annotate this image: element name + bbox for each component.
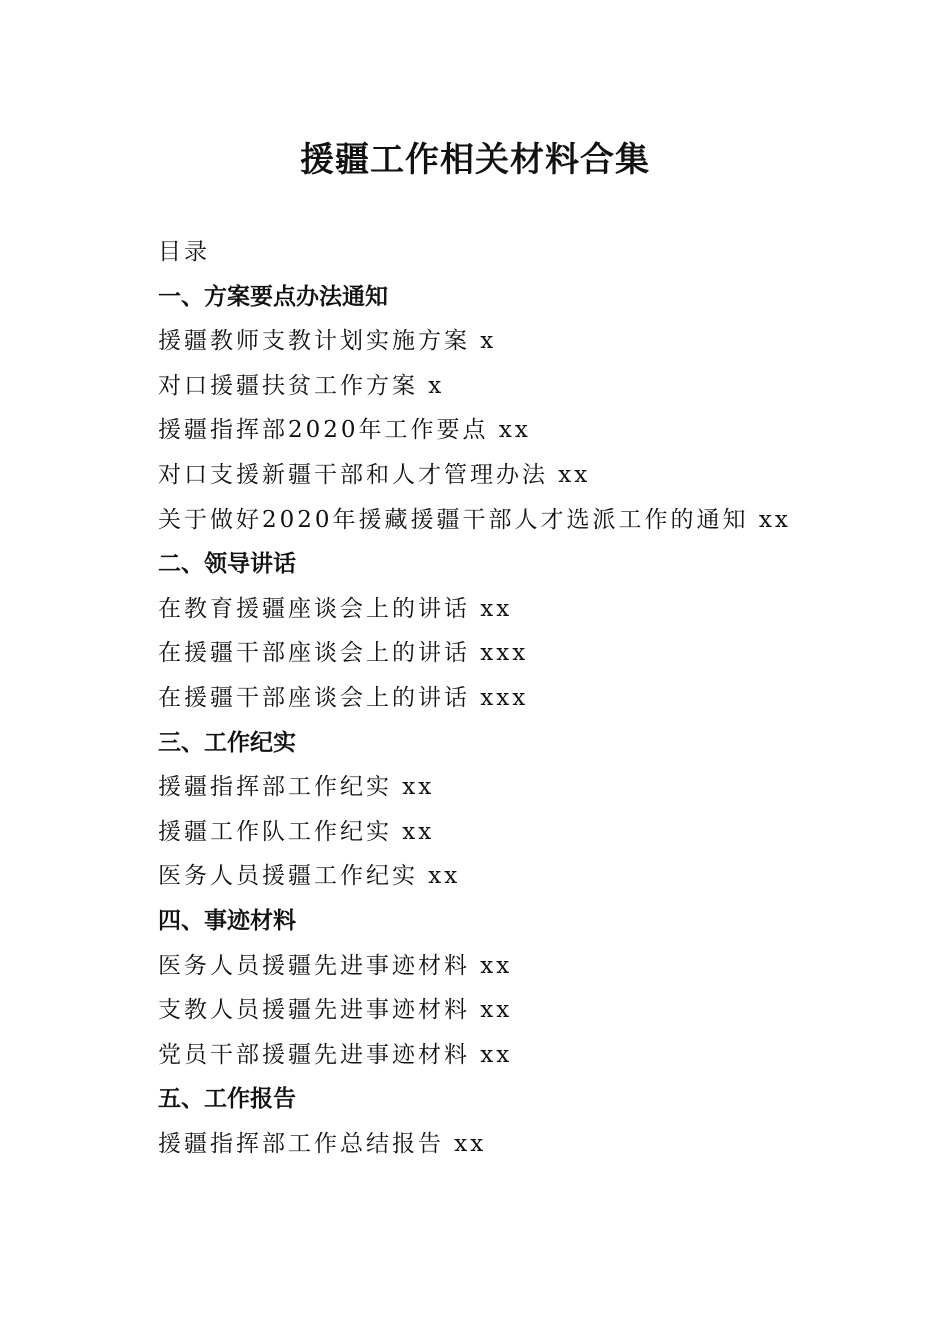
section-title: 一、方案要点办法通知	[158, 283, 388, 310]
toc-item: 在教育援疆座谈会上的讲话 xx	[158, 595, 513, 622]
section-title: 三、工作纪实	[158, 729, 296, 756]
toc-item: 关于做好2020年援藏援疆干部人才选派工作的通知 xx	[158, 506, 791, 533]
toc-item: 援疆教师支教计划实施方案 x	[158, 328, 497, 355]
toc-item: 援疆指挥部2020年工作要点 xx	[158, 417, 531, 444]
section-title: 二、领导讲话	[158, 551, 296, 578]
section-title: 四、事迹材料	[158, 907, 296, 934]
toc-heading: 目录	[158, 239, 210, 265]
toc-item: 医务人员援疆工作纪实 xx	[158, 863, 461, 890]
toc-item: 援疆指挥部工作总结报告 xx	[158, 1130, 487, 1157]
section-title: 五、工作报告	[158, 1086, 296, 1113]
toc-item: 在援疆干部座谈会上的讲话 xxx	[158, 684, 529, 711]
toc-item: 支教人员援疆先进事迹材料 xx	[158, 997, 513, 1024]
toc-item: 医务人员援疆先进事迹材料 xx	[158, 952, 513, 979]
table-of-contents	[158, 230, 878, 1166]
toc-item: 对口支援新疆干部和人才管理办法 xx	[158, 461, 591, 488]
document-title: 援疆工作相关材料合集	[300, 140, 650, 180]
toc-item: 援疆指挥部工作纪实 xx	[158, 774, 435, 801]
toc-item: 援疆工作队工作纪实 xx	[158, 818, 435, 845]
toc-item: 党员干部援疆先进事迹材料 xx	[158, 1041, 513, 1068]
toc-item: 在援疆干部座谈会上的讲话 xxx	[158, 640, 529, 667]
toc-item: 对口援疆扶贫工作方案 x	[158, 372, 445, 399]
